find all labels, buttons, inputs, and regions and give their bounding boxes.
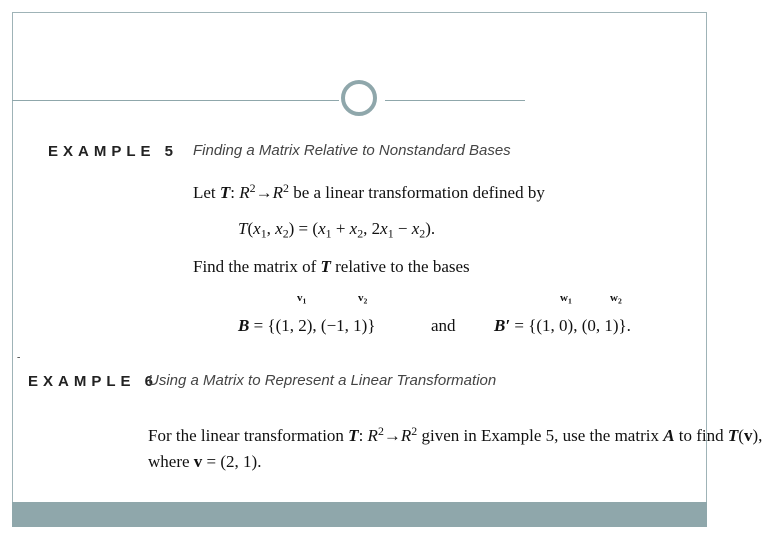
basis-B: B = {(1, 2), (−1, 1)} [238,316,376,335]
example5-equation: $T(x_1$, $x_2) = (x_1 + x_2$, $2x_1 - x_2$). [238,219,436,241]
example6-label: EXAMPLE 6 [28,373,159,390]
header-rule-right [385,100,525,101]
basis-vector-w2-label: $w_2$ [610,292,622,306]
example6-title: Using a Matrix to Represent a Linear Transformation [148,372,497,389]
header-circle-ornament [341,80,377,116]
example5-label: EXAMPLE 5 [48,143,179,160]
basis-vector-w1-label: $w_1$ [560,292,572,306]
basis-B-prime: B′ = {(1, 0), (0, 1)}. [494,316,631,335]
example6-line2: where v = (2, 1). [148,452,262,471]
example5-title: Finding a Matrix Relative to Nonstandard Bases [193,142,511,159]
example5-line3: Find the matrix of T relative to the bases [193,257,470,276]
footer-bar [12,502,707,527]
example6-line1: For the linear transformation T: $R^2\to R^2$ given in Example 5, use the matrix A to find T(v), [148,424,762,445]
basis-and: and [431,316,456,335]
example5-line1: Let T: $R^2\to R^2$ be a linear transformation defined by [193,181,545,202]
margin-mark: - [17,352,21,363]
basis-vector-v2-label: $v_2$ [358,292,368,306]
header-rule-left [12,100,339,101]
basis-vector-v1-label: $v_1$ [297,292,307,306]
